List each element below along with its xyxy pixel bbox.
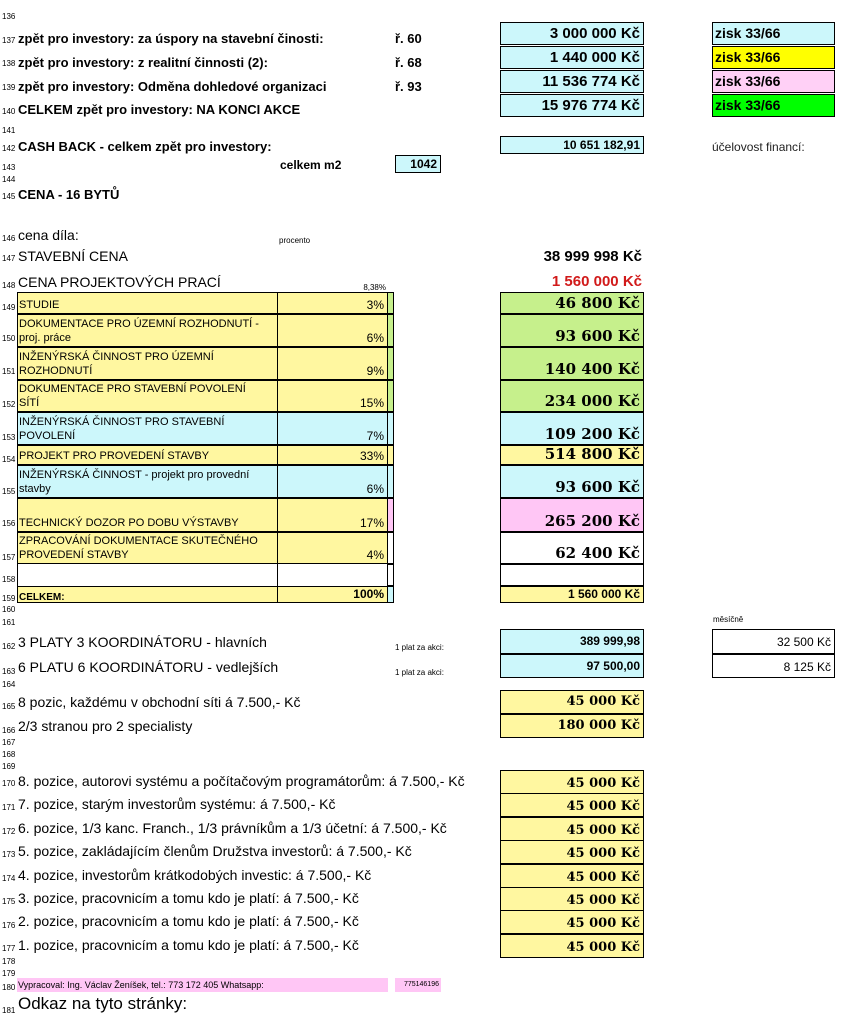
project-item-name-cont: POVOLENÍ <box>19 430 76 442</box>
total-m2-label: celkem m2 <box>280 158 342 172</box>
row-number: 150 <box>2 334 16 343</box>
project-item-value: 265 200 Kč <box>500 498 644 532</box>
project-item-label <box>17 292 278 314</box>
profit-tag: zisk 33/66 <box>712 94 835 117</box>
project-item-percent: 4% <box>277 532 388 564</box>
row-number: 139 <box>2 83 16 92</box>
construction-price-value: 38 999 998 Kč <box>543 248 642 265</box>
position-label: 6. pozice, 1/3 kanc. Franch., 1/3 právníkům a 1/3 účetní: á 7.500,- Kč <box>18 820 447 836</box>
position-label: 1. pozice, pracovnicím a tomu kdo je platí: á 7.500,- Kč <box>18 937 359 953</box>
color-strip <box>387 347 394 380</box>
project-item-value: 234 000 Kč <box>500 380 644 412</box>
color-strip <box>387 412 394 445</box>
project-item-name-cont: PROVEDENÍ STAVBY <box>19 549 129 561</box>
project-item-percent: 6% <box>277 465 388 498</box>
row-number: 162 <box>2 642 16 651</box>
row-reference: ř. 60 <box>395 31 422 46</box>
project-item-name: DOKUMENTACE PRO ÚZEMNÍ ROZHODNUTÍ - <box>19 318 259 330</box>
position-label: 7. pozice, starým investorům systému: á 7.500,- Kč <box>18 796 336 812</box>
row-number: 143 <box>2 163 16 172</box>
row-number: 167 <box>2 738 16 747</box>
row-number: 163 <box>2 667 16 676</box>
row-number: 148 <box>2 281 16 290</box>
cash-back-label: CASH BACK - celkem zpět pro investory: <box>18 139 272 154</box>
row-reference: ř. 93 <box>395 79 422 94</box>
position-value: 45 000 Kč <box>500 910 644 934</box>
position-value: 45 000 Kč <box>500 770 644 794</box>
coordinator-value: 97 500,00 <box>500 654 644 678</box>
total-percent-cell: 100% <box>277 586 388 603</box>
row-number: 168 <box>2 750 16 759</box>
row-number: 137 <box>2 36 16 45</box>
monthly-value: 8 125 Kč <box>712 654 835 678</box>
empty-cell <box>17 564 278 586</box>
empty-cell <box>500 564 644 586</box>
row-number: 175 <box>2 897 16 906</box>
value-cell: 1 440 000 Kč <box>500 46 644 69</box>
position-label: 8. pozice, autorovi systému a počítačovým programátorům: á 7.500,- Kč <box>18 773 465 789</box>
project-item-percent: 9% <box>277 347 388 380</box>
color-strip <box>387 498 394 532</box>
project-item-value: 109 200 Kč <box>500 412 644 445</box>
profit-tag: zisk 33/66 <box>712 22 835 45</box>
value-cell: 11 536 774 Kč <box>500 70 644 93</box>
project-item-label <box>17 314 278 347</box>
monthly-value: 32 500 Kč <box>712 629 835 654</box>
coordinator-label: 6 PLATU 6 KOORDINÁTORU - vedlejších <box>18 659 279 675</box>
row-number: 179 <box>2 969 16 978</box>
row-number: 180 <box>2 983 16 992</box>
project-item-label <box>17 347 278 380</box>
row-number: 169 <box>2 762 16 771</box>
row-number: 181 <box>2 1006 16 1015</box>
position-label: 2. pozice, pracovnicím a tomu kdo je platí: á 7.500,- Kč <box>18 913 359 929</box>
link-heading: Odkaz na tyto stránky: <box>18 994 188 1013</box>
project-price-label: CENA PROJEKTOVÝCH PRACÍ <box>18 274 221 290</box>
position-value: 45 000 Kč <box>500 887 644 911</box>
investor-return-label: zpět pro investory: za úspory na stavební činosti: <box>18 31 324 46</box>
project-item-value: 93 600 Kč <box>500 465 644 498</box>
project-item-percent: 15% <box>277 380 388 412</box>
project-percent: 8,38% <box>363 283 386 292</box>
row-number: 145 <box>2 192 16 201</box>
row-number: 140 <box>2 107 16 116</box>
color-strip <box>387 586 394 603</box>
project-item-value: 93 600 Kč <box>500 314 644 347</box>
specialists-value: 180 000 Kč <box>500 714 644 738</box>
row-reference: ř. 68 <box>395 55 422 70</box>
value-cell: 3 000 000 Kč <box>500 22 644 45</box>
project-item-label <box>17 412 278 445</box>
project-price-value: 1 560 000 Kč <box>551 273 642 290</box>
row-number: 171 <box>2 803 16 812</box>
work-price-label: cena díla: <box>18 227 79 243</box>
row-number: 165 <box>2 702 16 711</box>
project-item-name: INŽENÝRSKÁ ČINNOST PRO ÚZEMNÍ <box>19 351 214 363</box>
row-number: 173 <box>2 850 16 859</box>
investor-return-label: zpět pro investory: Odměna dohledové organizaci <box>18 79 327 94</box>
position-label: 5. pozice, zakládajícím členům Družstva investorů: á 7.500,- Kč <box>18 843 412 859</box>
position-label: 3. pozice, pracovnicím a tomu kdo je platí: á 7.500,- Kč <box>18 890 359 906</box>
project-item-name: INŽENÝRSKÁ ČINNOST PRO STAVEBNÍ <box>19 416 225 428</box>
value-cell: 15 976 774 Kč <box>500 94 644 117</box>
project-item-label <box>17 532 278 564</box>
positions-value: 45 000 Kč <box>500 690 644 714</box>
coordinator-value: 389 999,98 <box>500 629 644 654</box>
row-number: 160 <box>2 605 16 614</box>
row-number: 152 <box>2 400 16 409</box>
project-item-label <box>17 498 278 532</box>
row-number: 166 <box>2 726 16 735</box>
project-item-name-cont: proj. práce <box>19 332 71 344</box>
project-item-label <box>17 465 278 498</box>
project-item-name: STUDIE <box>19 299 60 311</box>
specialists-label: 2/3 stranou pro 2 specialisty <box>18 718 193 734</box>
project-item-percent: 6% <box>277 314 388 347</box>
profit-tag: zisk 33/66 <box>712 46 835 69</box>
profit-tag: zisk 33/66 <box>712 70 835 93</box>
positions-label: 8 pozic, každému v obchodní síti á 7.500,- Kč <box>18 694 301 710</box>
color-strip <box>387 465 394 498</box>
row-number: 174 <box>2 874 16 883</box>
investor-return-label: zpět pro investory: z realitní činnosti (2): <box>18 55 268 70</box>
empty-cell <box>387 564 394 586</box>
project-item-value: 46 800 Kč <box>500 292 644 314</box>
row-number: 155 <box>2 487 16 496</box>
project-item-name: PROJEKT PRO PROVEDENÍ STAVBY <box>19 450 210 462</box>
project-item-name: ZPRACOVÁNÍ DOKUMENTACE SKUTEČNÉHO <box>19 535 258 547</box>
project-item-value: 62 400 Kč <box>500 532 644 564</box>
row-number: 149 <box>2 303 16 312</box>
project-item-name: DOKUMENTACE PRO STAVEBNÍ POVOLENÍ <box>19 383 246 395</box>
project-item-percent: 3% <box>277 292 388 314</box>
section-title: CENA - 16 BYTŮ <box>18 187 120 202</box>
row-number: 136 <box>2 12 16 21</box>
project-item-percent: 7% <box>277 412 388 445</box>
value-cell: 10 651 182,91 <box>500 136 644 154</box>
construction-price-label: STAVEBNÍ CENA <box>18 248 128 264</box>
row-number: 178 <box>2 957 16 966</box>
total-value-cell: 1 560 000 Kč <box>500 586 644 603</box>
row-number: 153 <box>2 433 16 442</box>
row-number: 147 <box>2 254 16 263</box>
row-number: 161 <box>2 618 16 627</box>
row-number: 154 <box>2 455 16 464</box>
position-value: 45 000 Kč <box>500 864 644 888</box>
row-number: 146 <box>2 234 16 243</box>
project-item-name-cont: SÍTÍ <box>19 397 40 409</box>
row-number: 158 <box>2 575 16 584</box>
whatsapp-number: 775146196 <box>395 978 441 992</box>
color-strip <box>387 380 394 412</box>
row-number: 172 <box>2 827 16 836</box>
monthly-header: měsíčně <box>713 615 744 624</box>
row-number: 164 <box>2 680 16 689</box>
color-strip <box>387 445 394 465</box>
position-value: 45 000 Kč <box>500 793 644 817</box>
project-item-name-cont: stavby <box>19 483 51 495</box>
project-item-value: 140 400 Kč <box>500 347 644 380</box>
investor-return-total-label: CELKEM zpět pro investory: NA KONCI AKCE <box>18 102 301 117</box>
position-value: 45 000 Kč <box>500 934 644 958</box>
row-number: 159 <box>2 594 16 603</box>
position-value: 45 000 Kč <box>500 817 644 841</box>
total-label-cell: CELKEM: <box>17 586 278 603</box>
author-contact: Vypracoval: Ing. Václav Ženíšek, tel.: 773 172 405 Whatsapp: <box>17 978 388 992</box>
row-number: 157 <box>2 553 16 562</box>
project-item-percent: 17% <box>277 498 388 532</box>
row-number: 144 <box>2 175 16 184</box>
row-number: 142 <box>2 144 16 153</box>
position-label: 4. pozice, investorům krátkodobých investic: á 7.500,- Kč <box>18 867 372 883</box>
row-number: 156 <box>2 519 16 528</box>
coordinator-label: 3 PLATY 3 KOORDINÁTORU - hlavních <box>18 634 267 650</box>
per-action-note: 1 plat za akci: <box>395 643 444 652</box>
row-number: 176 <box>2 921 16 930</box>
project-item-name-cont: ROZHODNUTÍ <box>19 365 93 377</box>
position-value: 45 000 Kč <box>500 840 644 864</box>
project-item-label <box>17 380 278 412</box>
row-number: 177 <box>2 944 16 953</box>
total-m2-value: 1042 <box>395 155 441 173</box>
per-action-note: 1 plat za akci: <box>395 668 444 677</box>
financing-purpose-label: účelovost financí: <box>712 140 805 154</box>
color-strip <box>387 292 394 314</box>
row-number: 170 <box>2 779 16 788</box>
row-number: 151 <box>2 367 16 376</box>
project-item-label <box>17 445 278 465</box>
project-item-percent: 33% <box>277 445 388 465</box>
row-number: 141 <box>2 126 16 135</box>
row-number: 138 <box>2 59 16 68</box>
project-item-name: INŽENÝRSKÁ ČINNOST - projekt pro provední <box>19 469 250 481</box>
color-strip <box>387 532 394 564</box>
percent-header: procento <box>279 236 311 245</box>
project-item-value: 514 800 Kč <box>500 445 644 465</box>
color-strip <box>387 314 394 347</box>
project-item-name: TECHNICKÝ DOZOR PO DOBU VÝSTAVBY <box>19 517 239 529</box>
